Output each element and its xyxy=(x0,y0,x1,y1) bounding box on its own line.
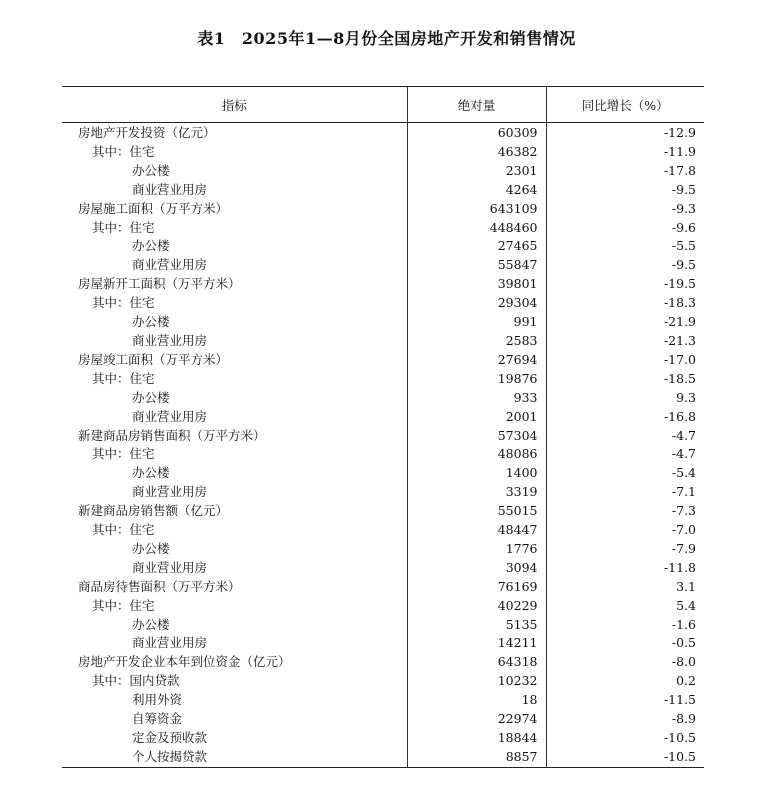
indicator-label: 其中：住宅 xyxy=(92,446,155,462)
table-row xyxy=(62,710,704,729)
yoy-growth-value: -7.1 xyxy=(546,483,704,502)
indicator-label: 房地产开发企业本年到位资金（亿元） xyxy=(78,654,291,670)
absolute-value: 933 xyxy=(407,389,546,408)
real-estate-statistics-table xyxy=(62,86,704,768)
absolute-value: 19876 xyxy=(407,370,546,389)
absolute-value: 57304 xyxy=(407,427,546,446)
table-row xyxy=(62,559,704,578)
absolute-value: 4264 xyxy=(407,181,546,200)
absolute-value: 643109 xyxy=(407,200,546,219)
statistics-table-container xyxy=(62,86,704,768)
yoy-growth-value: 9.3 xyxy=(546,389,704,408)
yoy-growth-value: -1.6 xyxy=(546,616,704,635)
yoy-growth-value: 5.4 xyxy=(546,597,704,616)
column-header-absolute-value: 绝对量 xyxy=(407,87,546,123)
absolute-value: 48086 xyxy=(407,445,546,464)
yoy-growth-value: 3.1 xyxy=(546,578,704,597)
absolute-value: 55015 xyxy=(407,502,546,521)
table-row xyxy=(62,521,704,540)
yoy-growth-value: -5.4 xyxy=(546,464,704,483)
absolute-value: 60309 xyxy=(407,123,546,143)
indicator-label: 办公楼 xyxy=(132,238,170,254)
indicator-label: 新建商品房销售面积（万平方米） xyxy=(78,427,266,443)
yoy-growth-value: -9.5 xyxy=(546,181,704,200)
yoy-growth-value: -10.5 xyxy=(546,748,704,767)
indicator-label: 房屋竣工面积（万平方米） xyxy=(78,351,229,367)
absolute-value: 3094 xyxy=(407,559,546,578)
yoy-growth-value: -16.8 xyxy=(546,408,704,427)
yoy-growth-value: -21.3 xyxy=(546,332,704,351)
yoy-growth-value: 0.2 xyxy=(546,672,704,691)
indicator-label: 利用外资 xyxy=(132,692,183,708)
absolute-value: 55847 xyxy=(407,256,546,275)
table-row xyxy=(62,464,704,483)
absolute-value: 18 xyxy=(407,691,546,710)
absolute-value: 22974 xyxy=(407,710,546,729)
indicator-label: 办公楼 xyxy=(132,616,170,632)
indicator-label: 办公楼 xyxy=(132,465,170,481)
table-row xyxy=(62,597,704,616)
indicator-label: 个人按揭贷款 xyxy=(62,748,407,767)
yoy-growth-value: -7.9 xyxy=(546,540,704,559)
absolute-value: 448460 xyxy=(407,219,546,238)
absolute-value: 2583 xyxy=(407,332,546,351)
table-row xyxy=(62,389,704,408)
absolute-value: 18844 xyxy=(407,729,546,748)
indicator-label: 办公楼 xyxy=(132,540,170,556)
indicator-label: 自筹资金 xyxy=(132,711,183,727)
header-row xyxy=(62,87,704,123)
table-row xyxy=(62,332,704,351)
indicator-label: 其中：住宅 xyxy=(92,597,155,613)
yoy-growth-value: -11.5 xyxy=(546,691,704,710)
yoy-growth-value: -9.6 xyxy=(546,219,704,238)
table-row xyxy=(62,294,704,313)
absolute-value: 64318 xyxy=(407,653,546,672)
yoy-growth-value: -8.0 xyxy=(546,653,704,672)
absolute-value: 10232 xyxy=(407,672,546,691)
table-row xyxy=(62,275,704,294)
absolute-value: 8857 xyxy=(407,748,546,767)
absolute-value: 2301 xyxy=(407,162,546,181)
yoy-growth-value: -12.9 xyxy=(546,123,704,143)
table-row xyxy=(62,653,704,672)
absolute-value: 3319 xyxy=(407,483,546,502)
indicator-label: 商品房待售面积（万平方米） xyxy=(78,578,241,594)
yoy-growth-value: -4.7 xyxy=(546,445,704,464)
yoy-growth-value: -10.5 xyxy=(546,729,704,748)
table-row xyxy=(62,427,704,446)
yoy-growth-value: -18.3 xyxy=(546,294,704,313)
absolute-value: 48447 xyxy=(407,521,546,540)
table-header xyxy=(62,87,704,123)
absolute-value: 40229 xyxy=(407,597,546,616)
table-row xyxy=(62,483,704,502)
indicator-label: 商业营业用房 xyxy=(132,635,208,651)
yoy-growth-value: -4.7 xyxy=(546,427,704,446)
indicator-label: 新建商品房销售额（亿元） xyxy=(78,503,229,519)
table-row xyxy=(62,237,704,256)
absolute-value: 27694 xyxy=(407,351,546,370)
table-row xyxy=(62,219,704,238)
table-row xyxy=(62,672,704,691)
absolute-value: 14211 xyxy=(407,634,546,653)
indicator-label: 其中：国内贷款 xyxy=(92,673,180,689)
indicator-label: 商业营业用房 xyxy=(132,332,208,348)
absolute-value: 29304 xyxy=(407,294,546,313)
table-row xyxy=(62,748,704,767)
indicator-label: 其中：住宅 xyxy=(92,370,155,386)
yoy-growth-value: -21.9 xyxy=(546,313,704,332)
absolute-value: 1400 xyxy=(407,464,546,483)
yoy-growth-value: -8.9 xyxy=(546,710,704,729)
absolute-value: 39801 xyxy=(407,275,546,294)
indicator-label: 其中：住宅 xyxy=(92,295,155,311)
table-body xyxy=(62,123,704,768)
table-row xyxy=(62,123,704,143)
yoy-growth-value: -19.5 xyxy=(546,275,704,294)
yoy-growth-value: -0.5 xyxy=(546,634,704,653)
table-row xyxy=(62,313,704,332)
yoy-growth-value: -7.0 xyxy=(546,521,704,540)
absolute-value: 2001 xyxy=(407,408,546,427)
indicator-label: 其中：住宅 xyxy=(92,143,155,159)
table-row xyxy=(62,540,704,559)
absolute-value: 27465 xyxy=(407,237,546,256)
table-row xyxy=(62,616,704,635)
indicator-label: 定金及预收款 xyxy=(132,730,208,745)
table-row xyxy=(62,578,704,597)
table-row xyxy=(62,445,704,464)
absolute-value: 991 xyxy=(407,313,546,332)
column-header-indicator: 指标 xyxy=(62,87,407,123)
yoy-growth-value: -5.5 xyxy=(546,237,704,256)
indicator-label: 办公楼 xyxy=(132,314,170,330)
table-row xyxy=(62,729,704,748)
table-row xyxy=(62,351,704,370)
table-row xyxy=(62,200,704,219)
indicator-label: 商业营业用房 xyxy=(132,408,208,424)
yoy-growth-value: -11.9 xyxy=(546,143,704,162)
absolute-value: 76169 xyxy=(407,578,546,597)
yoy-growth-value: -7.3 xyxy=(546,502,704,521)
indicator-label: 房地产开发投资（亿元） xyxy=(78,125,216,140)
indicator-label: 其中：住宅 xyxy=(92,522,155,538)
yoy-growth-value: -17.8 xyxy=(546,162,704,181)
yoy-growth-value: -11.8 xyxy=(546,559,704,578)
indicator-label: 商业营业用房 xyxy=(132,257,208,273)
table-row xyxy=(62,256,704,275)
indicator-label: 办公楼 xyxy=(132,162,170,178)
indicator-label: 办公楼 xyxy=(132,389,170,405)
table-row xyxy=(62,370,704,389)
yoy-growth-value: -9.5 xyxy=(546,256,704,275)
yoy-growth-value: -17.0 xyxy=(546,351,704,370)
absolute-value: 1776 xyxy=(407,540,546,559)
yoy-growth-value: -9.3 xyxy=(546,200,704,219)
indicator-label: 房屋新开工面积（万平方米） xyxy=(78,276,241,292)
table-title: 表1 2025年1—8月份全国房地产开发和销售情况 xyxy=(197,29,576,48)
indicator-label: 其中：住宅 xyxy=(92,219,155,235)
indicator-label: 商业营业用房 xyxy=(132,484,208,500)
indicator-label: 房屋施工面积（万平方米） xyxy=(78,200,229,216)
absolute-value: 46382 xyxy=(407,143,546,162)
yoy-growth-value: -18.5 xyxy=(546,370,704,389)
table-row xyxy=(62,502,704,521)
table-row xyxy=(62,634,704,653)
table-row xyxy=(62,691,704,710)
table-row xyxy=(62,408,704,427)
absolute-value: 5135 xyxy=(407,616,546,635)
table-row xyxy=(62,181,704,200)
table-row xyxy=(62,143,704,162)
indicator-label: 商业营业用房 xyxy=(132,181,208,197)
indicator-label: 商业营业用房 xyxy=(132,559,208,575)
column-header-yoy-growth: 同比增长（%） xyxy=(546,87,704,123)
table-row xyxy=(62,162,704,181)
